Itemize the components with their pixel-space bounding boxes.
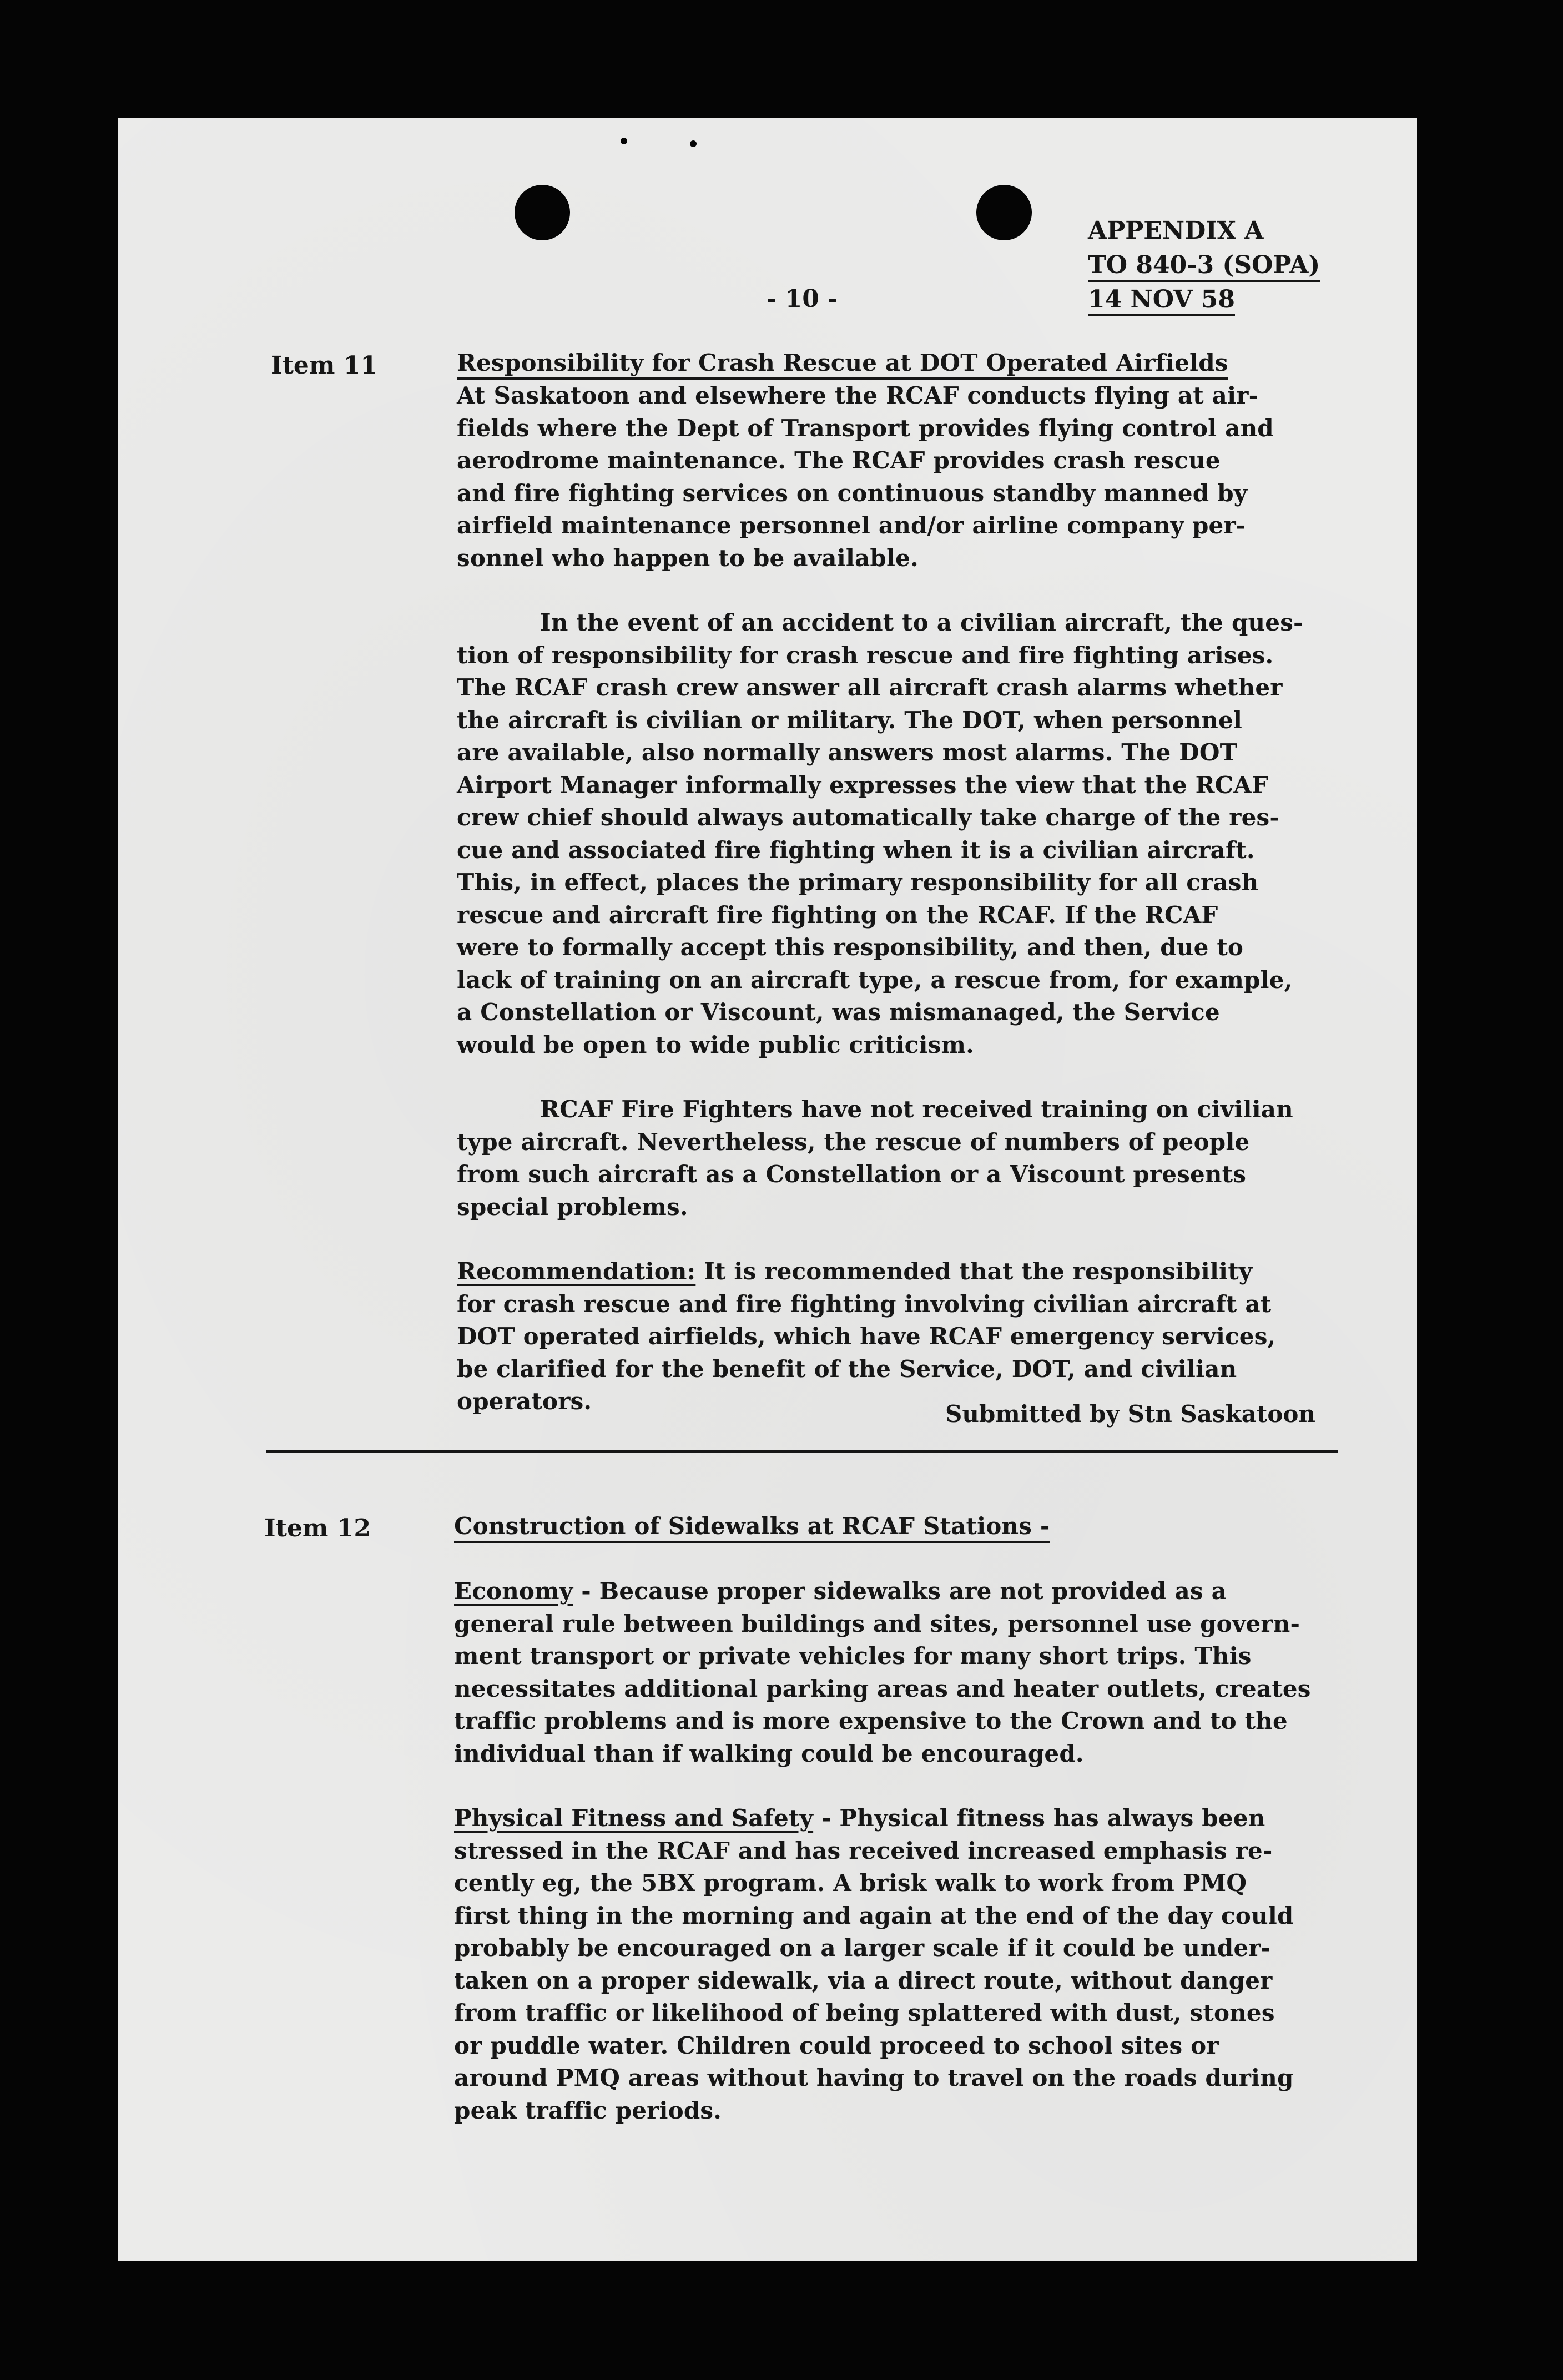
- punch-hole-right: [976, 185, 1032, 240]
- text-line: sonnel who happen to be available.: [457, 544, 919, 572]
- text-line: necessitates additional parking areas and heater outlets, creates: [454, 1675, 1311, 1702]
- submitted-by: Submitted by Stn Saskatoon: [945, 1400, 1315, 1428]
- text-line: rescue and aircraft fire fighting on the RCAF. If the RCAF: [457, 901, 1218, 929]
- text-line: stressed in the RCAF and has received increased emphasis re-: [454, 1837, 1273, 1864]
- fitness-label: Physical Fitness and Safety: [454, 1804, 814, 1832]
- page-number: - 10 -: [767, 285, 838, 313]
- text-line: would be open to wide public criticism.: [457, 1031, 974, 1058]
- text-line: the aircraft is civilian or military. The DOT, when personnel: [457, 706, 1243, 734]
- ink-speck: [690, 140, 697, 147]
- text-line: a Constellation or Viscount, was mismanaged, the Service: [457, 999, 1220, 1026]
- appendix-reference: [1088, 214, 1320, 317]
- text-line: Airport Manager informally expresses the view that the RCAF: [457, 771, 1269, 799]
- item-11-label: Item 11: [271, 351, 378, 380]
- recommendation-label: Recommendation:: [457, 1258, 696, 1285]
- text-line: RCAF Fire Fighters have not received training on civilian: [540, 1096, 1293, 1123]
- text-line: peak traffic periods.: [454, 2096, 722, 2124]
- text-line: In the event of an accident to a civilian aircraft, the ques-: [540, 609, 1303, 636]
- text-line: were to formally accept this responsibility, and then, due to: [457, 934, 1244, 961]
- item-12-label: Item 12: [264, 1514, 371, 1542]
- text-line: - Physical fitness has always been: [813, 1804, 1265, 1832]
- document-page: [118, 118, 1417, 2261]
- text-line: lack of training on an aircraft type, a rescue from, for example,: [457, 966, 1293, 994]
- item-11-body: [457, 347, 1417, 1418]
- text-line: airfield maintenance personnel and/or airline company per-: [457, 512, 1246, 539]
- item-11-paragraph-1: [457, 380, 1417, 574]
- text-line: special problems.: [457, 1193, 688, 1221]
- text-line: be clarified for the benefit of the Service, DOT, and civilian: [457, 1355, 1237, 1383]
- appendix-line: APPENDIX A: [1088, 216, 1264, 245]
- text-line: and fire fighting services on continuous standby manned by: [457, 479, 1248, 507]
- text-line: At Saskatoon and elsewhere the RCAF conducts flying at air-: [457, 382, 1259, 409]
- item-11-title: Responsibility for Crash Rescue at DOT Operated Airfields: [457, 349, 1228, 380]
- item-11-paragraph-2: [457, 607, 1417, 1061]
- text-line: aerodrome maintenance. The RCAF provides crash rescue: [457, 447, 1221, 474]
- item-12-body: [454, 1510, 1417, 2127]
- appendix-line: 14 NOV 58: [1088, 285, 1235, 316]
- text-line: operators.: [457, 1388, 592, 1415]
- text-line: are available, also normally answers most alarms. The DOT: [457, 739, 1238, 766]
- text-line: It is recommended that the responsibility: [695, 1258, 1253, 1285]
- text-line: ment transport or private vehicles for many short trips. This: [454, 1642, 1252, 1670]
- text-line: crew chief should always automatically take charge of the res-: [457, 804, 1279, 831]
- item-12-economy: [454, 1575, 1417, 1770]
- text-line: traffic problems and is more expensive to the Crown and to the: [454, 1707, 1288, 1734]
- text-line: tion of responsibility for crash rescue and fire fighting arises.: [457, 641, 1274, 669]
- text-line: around PMQ areas without having to travel on the roads during: [454, 2064, 1294, 2091]
- text-line: general rule between buildings and sites, personnel use govern-: [454, 1610, 1300, 1637]
- item-11-recommendation: [457, 1255, 1417, 1418]
- text-line: from such aircraft as a Constellation or a Viscount presents: [457, 1161, 1247, 1188]
- economy-label: Economy: [454, 1577, 573, 1605]
- text-line: The RCAF crash crew answer all aircraft crash alarms whether: [457, 674, 1283, 701]
- text-line: first thing in the morning and again at the end of the day could: [454, 1902, 1294, 1929]
- text-line: type aircraft. Nevertheless, the rescue of numbers of people: [457, 1128, 1250, 1156]
- ink-speck: [621, 138, 627, 144]
- item-11-paragraph-3: [457, 1093, 1417, 1223]
- text-line: fields where the Dept of Transport provides flying control and: [457, 414, 1274, 442]
- text-line: This, in effect, places the primary responsibility for all crash: [457, 869, 1259, 896]
- item-12-title: Construction of Sidewalks at RCAF Stations -: [454, 1512, 1050, 1543]
- item-12-fitness: [454, 1802, 1417, 2127]
- text-line: from traffic or likelihood of being splattered with dust, stones: [454, 1999, 1275, 2026]
- text-line: cently eg, the 5BX program. A brisk walk to work from PMQ: [454, 1869, 1247, 1897]
- punch-hole-left: [515, 185, 570, 240]
- section-divider: [266, 1450, 1338, 1453]
- text-line: taken on a proper sidewalk, via a direct route, without danger: [454, 1966, 1273, 1994]
- text-line: for crash rescue and fire fighting involving civilian aircraft at: [457, 1290, 1272, 1318]
- text-line: DOT operated airfields, which have RCAF emergency services,: [457, 1323, 1276, 1350]
- text-line: - Because proper sidewalks are not provided as a: [573, 1577, 1227, 1605]
- text-line: cue and associated fire fighting when it is a civilian aircraft.: [457, 836, 1255, 864]
- text-line: individual than if walking could be encouraged.: [454, 1739, 1084, 1767]
- appendix-line: TO 840-3 (SOPA): [1088, 251, 1320, 282]
- text-line: probably be encouraged on a larger scale if it could be under-: [454, 1934, 1271, 1962]
- text-line: or puddle water. Children could proceed to school sites or: [454, 2031, 1219, 2059]
